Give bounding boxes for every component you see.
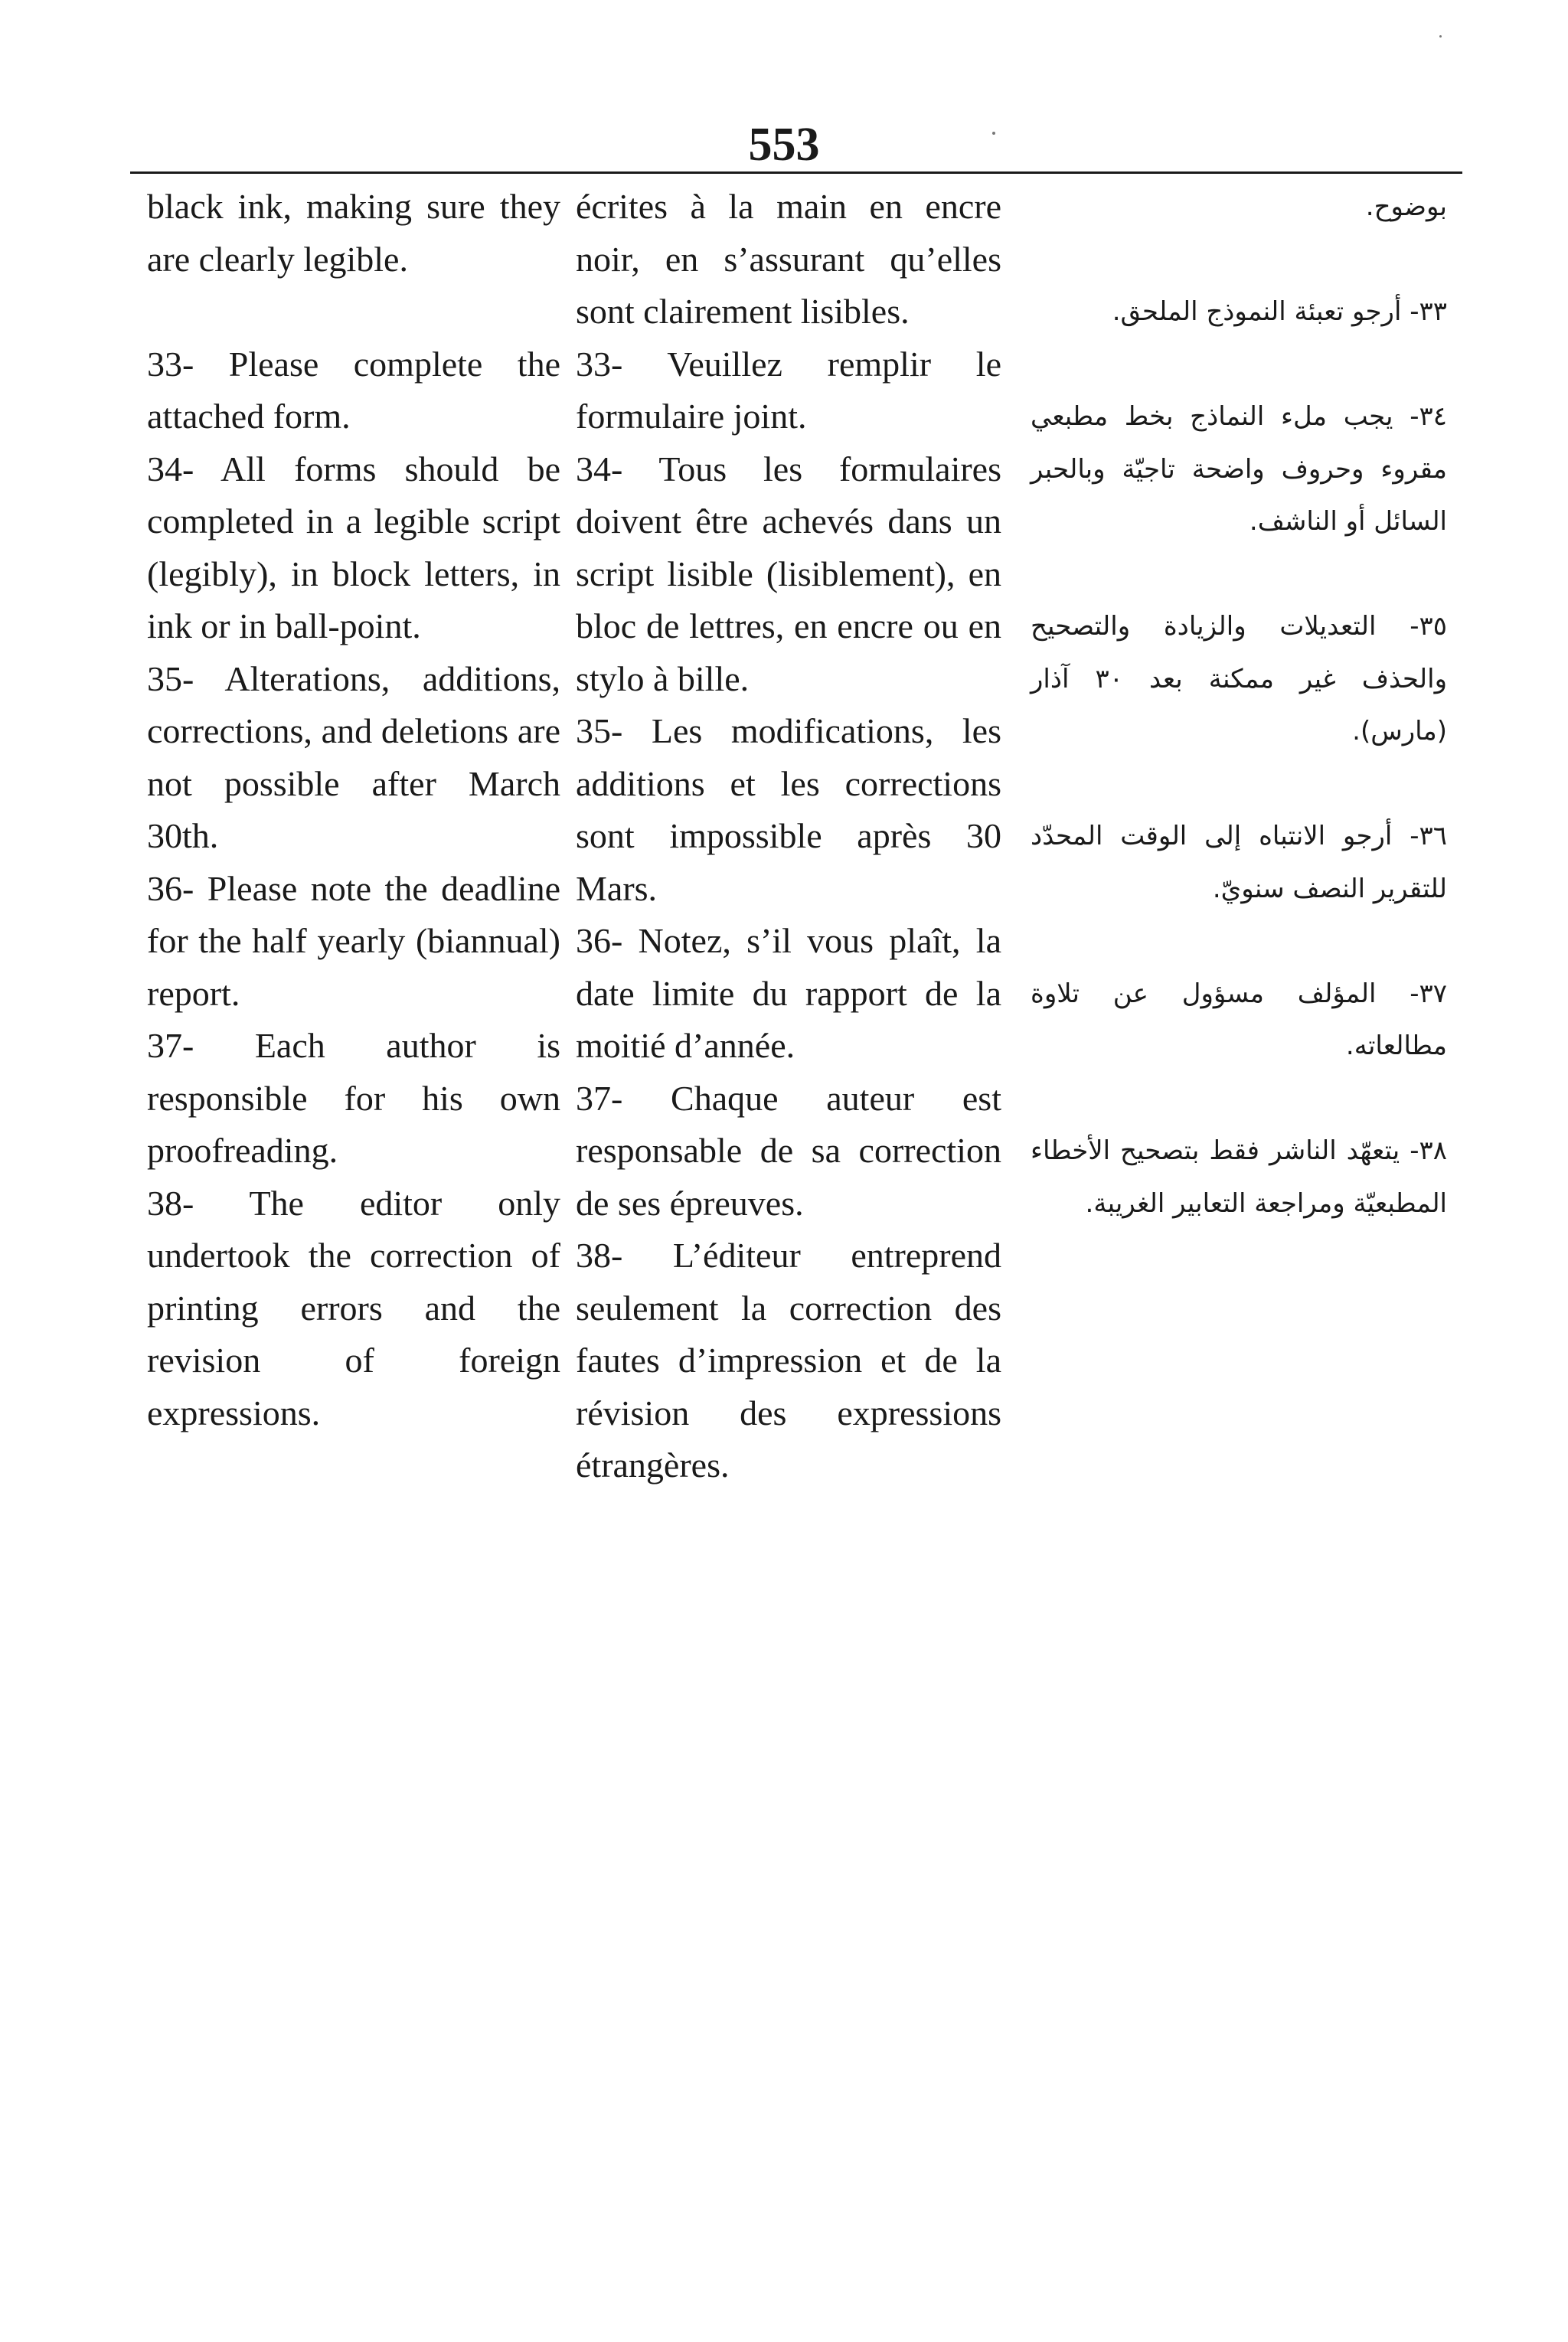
arabic-item-37: ٣٧- المؤلف مسؤول عن تلاوة مطالعاته. bbox=[1031, 978, 1447, 1061]
arabic-spacer bbox=[1031, 338, 1447, 391]
arabic-item-36: ٣٦- أرجو الانتباه إلى الوقت المحدّد للتقرير النصف سنويّ. bbox=[1031, 821, 1447, 904]
arabic-item-34: ٣٤- يجب ملء النماذج بخط مطبعي مقروء وحروف واضحة تاجيّة وبالحبر السائل أو الناشف. bbox=[1031, 401, 1447, 537]
arabic-item-33: ٣٣- أرجو تعبئة النموذج الملحق. bbox=[1112, 296, 1447, 327]
arabic-spacer bbox=[1031, 758, 1447, 811]
english-item-37: 37- Each author is responsible for his own proofreading. bbox=[147, 1026, 560, 1170]
english-column bbox=[147, 181, 560, 1439]
french-item-38: 38- L’éditeur entreprend seulement la correction des fautes d’impression et de la révision des expressions étrangères. bbox=[576, 1236, 1001, 1485]
arabic-paragraph-continued: بوضوح. bbox=[1365, 191, 1447, 222]
arabic-spacer bbox=[1031, 1073, 1447, 1125]
english-spacer bbox=[147, 286, 560, 338]
french-item-36: 36- Notez, s’il vous plaît, la date limite du rapport de la moitié d’année. bbox=[576, 921, 1001, 1065]
english-item-36: 36- Please note the deadline for the half yearly (biannual) report. bbox=[147, 868, 560, 1013]
english-item-33: 33- Please complete the attached form. bbox=[147, 344, 560, 436]
page-number: 553 bbox=[748, 119, 820, 171]
scan-speck bbox=[992, 132, 995, 135]
english-item-38: 38- The editor only undertook the correction of printing errors and the revision of foreign expressions. bbox=[147, 1183, 560, 1432]
french-item-33: 33- Veuillez remplir le formulaire joint. bbox=[576, 344, 1001, 436]
arabic-item-38: ٣٨- يتعهّد الناشر فقط بتصحيح الأخطاء المطبعيّة ومراجعة التعابير الغريبة. bbox=[1031, 1135, 1447, 1219]
arabic-spacer bbox=[1031, 548, 1447, 601]
scan-speck bbox=[1439, 35, 1442, 38]
french-item-34: 34- Tous les formulaires doivent être achevés dans un script lisible (lisiblement), en bloc de lettres, en encre ou en stylo à bille. bbox=[576, 449, 1001, 698]
english-item-35: 35- Alterations, additions, corrections, and deletions are not possible after March 30th. bbox=[147, 658, 560, 855]
arabic-item-35: ٣٥- التعديلات والزيادة والتصحيح والحذف غير ممكنة بعد ٣٠ آذار (مارس). bbox=[1031, 611, 1448, 746]
english-item-34: 34- All forms should be completed in a legible script (legibly), in block letters, in ink or in ball-point. bbox=[147, 449, 560, 645]
arabic-spacer bbox=[1031, 915, 1447, 968]
english-paragraph-continued: black ink, making sure they are clearly legible. bbox=[147, 187, 560, 279]
arabic-column bbox=[1031, 181, 1447, 1230]
arabic-spacer bbox=[1031, 234, 1447, 286]
french-paragraph-continued: écrites à la main en encre noir, en s’assurant qu’elles sont clairement lisibles. bbox=[576, 187, 1001, 331]
french-item-35: 35- Les modifications, les additions et les corrections sont impossible après 30 Mars. bbox=[576, 711, 1001, 908]
french-column bbox=[576, 181, 1001, 1492]
header-rule bbox=[130, 171, 1462, 174]
french-item-37: 37- Chaque auteur est responsable de sa correction de ses épreuves. bbox=[576, 1078, 1001, 1223]
